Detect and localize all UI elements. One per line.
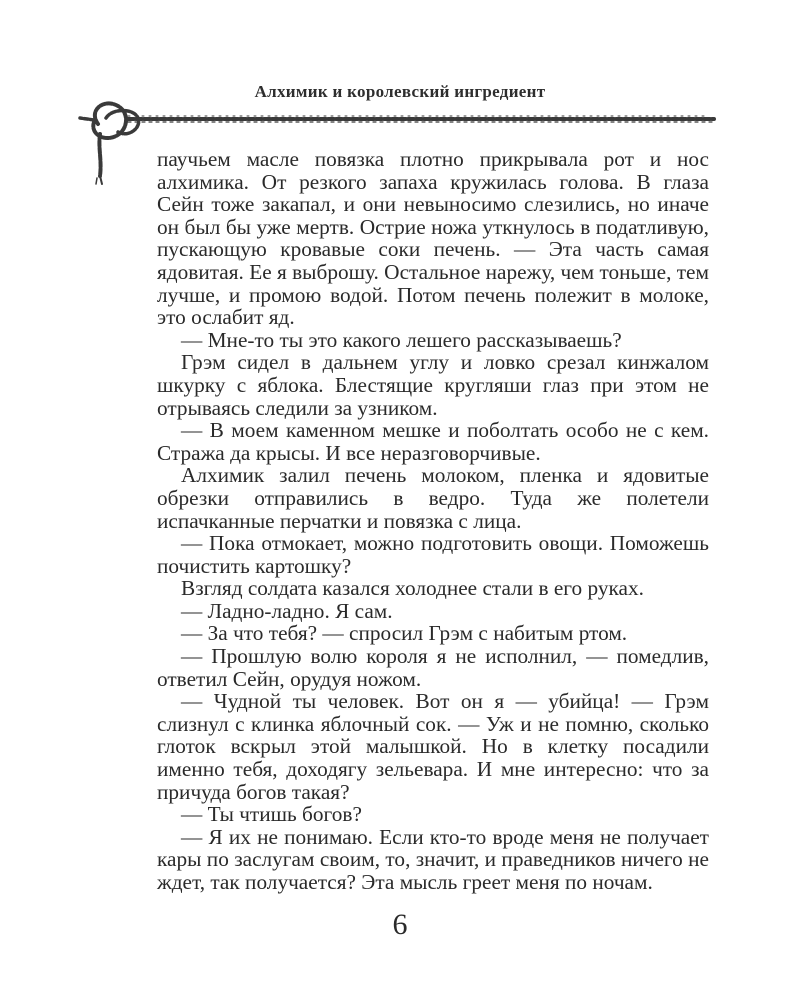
paragraph-8: — Ладно-ладно. Я сам.	[181, 598, 393, 623]
paragraph-10: — Прошлую волю короля я не исполнил, — помедлив, ответил Сейн, орудуя ножом.	[157, 644, 709, 691]
paragraph-6: — Пока отмокает, можно подготовить овощи. Поможешь почистить картошку?	[157, 531, 709, 578]
paragraph-13: — Я их не понимаю. Если кто-то вроде меня не получает кары по заслугам своим, то, значит, и праведников ничего не ждет, так получается? Эта мысль греет меня по ночам.	[157, 824, 709, 894]
paragraph-12: — Ты чтишь богов?	[181, 802, 362, 827]
paragraph-11: — Чудной ты человек. Вот он я — убийца! — Грэм слизнул с клинка яблочный сок. — Уж и не помню, сколько глоток вскрыл этой малышкой. Но в клетку посадили именно тебя, доходягу зельевара. И мне интересно: что за причуда богов такая?	[157, 689, 709, 804]
body-text	[157, 148, 709, 894]
paragraph-3: Грэм сидел в дальнем углу и ловко срезал кинжалом шкурку с яблока. Блестящие кругляши глаз при этом не отрываясь следили за узником.	[157, 350, 709, 420]
paragraph-9: — За что тебя? — спросил Грэм с набитым ртом.	[181, 621, 628, 646]
running-head-title: Алхимик и королевский ингредиент	[254, 82, 546, 101]
paragraph-5: Алхимик залил печень молоком, пленка и ядовитые обрезки отправились в ведро. Туда же полетели испачканные перчатки и повязка с лица.	[157, 463, 709, 533]
page-number: 6	[392, 908, 408, 941]
paragraph-1: паучьем масле повязка плотно прикрывала рот и нос алхимика. От резкого запаха кружилась голова. В глаза Сейн тоже закапал, и они невыносимо слезились, но иначе он был бы уже мертв. Острие ножа уткнулось в податливую, пускающую кровавые соки печень. — Эта часть самая ядовитая. Ее я выброшу. Остальное нарежу, чем тоньше, тем лучше, и промою водой. Потом печень полежит в молоке, это ослабит яд.	[157, 147, 709, 330]
paragraph-4: — В моем каменном мешке и поболтать особо не с кем. Стража да крысы. И все неразговорчивые.	[157, 418, 709, 465]
paragraph-7: Взгляд солдата казался холоднее стали в его руках.	[181, 576, 644, 601]
paragraph-2: — Мне-то ты это какого лешего рассказываешь?	[181, 327, 622, 352]
